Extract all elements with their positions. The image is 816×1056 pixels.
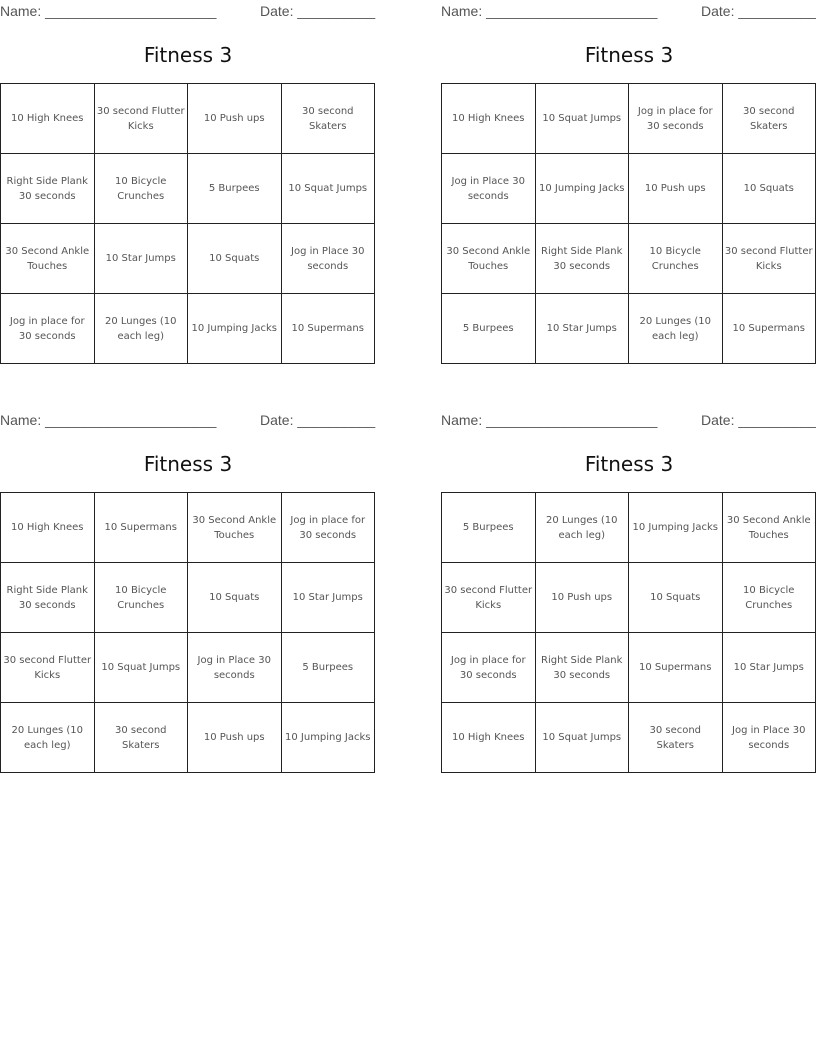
grid-cell: 10 Star Jumps (94, 224, 188, 294)
grid-cell: 10 Squat Jumps (281, 154, 375, 224)
grid-cell: 10 Bicycle Crunches (629, 224, 723, 294)
grid-cell: Jog in Place 30 seconds (188, 633, 282, 703)
grid-cell: Right Side Plank 30 seconds (1, 563, 95, 633)
grid-cell: 30 Second Ankle Touches (188, 493, 282, 563)
card-title: Fitness 3 (584, 43, 674, 67)
date-field-label: Date: __________ (701, 412, 816, 428)
card-header (0, 409, 376, 431)
grid-cell: 10 High Knees (442, 703, 536, 773)
grid-cell: 10 Push ups (188, 84, 282, 154)
grid-row (1, 493, 375, 563)
grid-cell: 10 Squats (722, 154, 816, 224)
grid-cell: 30 second Flutter Kicks (94, 84, 188, 154)
exercise-grid (441, 492, 816, 773)
grid-row (1, 84, 375, 154)
name-field-label: Name: ______________________ (0, 3, 217, 19)
grid-cell: 30 Second Ankle Touches (1, 224, 95, 294)
name-field-label: Name: ______________________ (441, 412, 658, 428)
grid-cell: 10 High Knees (1, 493, 95, 563)
grid-cell: 10 Bicycle Crunches (94, 563, 188, 633)
grid-cell: 10 Jumping Jacks (188, 294, 282, 364)
grid-cell: Jog in Place 30 seconds (442, 154, 536, 224)
grid-cell: 30 second Flutter Kicks (442, 563, 536, 633)
grid-cell: 10 Squat Jumps (535, 84, 629, 154)
grid-cell: Jog in place for 30 seconds (442, 633, 536, 703)
date-field-label: Date: __________ (260, 412, 376, 428)
grid-row (442, 84, 816, 154)
date-field-label: Date: __________ (701, 3, 816, 19)
grid-row (442, 563, 816, 633)
grid-cell: 5 Burpees (188, 154, 282, 224)
grid-cell: 10 Bicycle Crunches (722, 563, 816, 633)
grid-cell: 10 Push ups (188, 703, 282, 773)
grid-row (442, 294, 816, 364)
exercise-grid (441, 83, 816, 364)
grid-cell: 20 Lunges (10 each leg) (1, 703, 95, 773)
grid-cell: 30 Second Ankle Touches (442, 224, 536, 294)
grid-cell: 10 Star Jumps (281, 563, 375, 633)
grid-cell: 30 second Skaters (281, 84, 375, 154)
grid-cell: 10 Push ups (629, 154, 723, 224)
grid-cell: Jog in Place 30 seconds (722, 703, 816, 773)
grid-cell: 10 Push ups (535, 563, 629, 633)
grid-row (1, 633, 375, 703)
card-header (441, 0, 816, 22)
grid-cell: 30 second Skaters (629, 703, 723, 773)
grid-cell: 10 Supermans (629, 633, 723, 703)
grid-cell: 10 Star Jumps (535, 294, 629, 364)
grid-cell: 10 High Knees (442, 84, 536, 154)
name-field-label: Name: ______________________ (0, 412, 217, 428)
date-field-label: Date: __________ (260, 3, 376, 19)
grid-cell: 20 Lunges (10 each leg) (94, 294, 188, 364)
grid-cell: 20 Lunges (10 each leg) (629, 294, 723, 364)
grid-cell: 20 Lunges (10 each leg) (535, 493, 629, 563)
grid-row (1, 563, 375, 633)
grid-cell: 5 Burpees (281, 633, 375, 703)
grid-cell: Jog in place for 30 seconds (281, 493, 375, 563)
card-title: Fitness 3 (143, 43, 233, 67)
grid-cell: 5 Burpees (442, 493, 536, 563)
grid-row (442, 493, 816, 563)
exercise-grid (0, 83, 375, 364)
grid-cell: Jog in Place 30 seconds (281, 224, 375, 294)
grid-row (1, 703, 375, 773)
grid-cell: 10 Jumping Jacks (281, 703, 375, 773)
grid-cell: 10 Squats (188, 563, 282, 633)
grid-cell: Right Side Plank 30 seconds (1, 154, 95, 224)
name-field-label: Name: ______________________ (441, 3, 658, 19)
grid-cell: 10 Supermans (281, 294, 375, 364)
grid-row (442, 224, 816, 294)
grid-row (1, 224, 375, 294)
grid-cell: 10 Squats (629, 563, 723, 633)
grid-cell: 10 Jumping Jacks (535, 154, 629, 224)
grid-cell: 10 High Knees (1, 84, 95, 154)
grid-cell: 10 Jumping Jacks (629, 493, 723, 563)
grid-cell: Jog in place for 30 seconds (629, 84, 723, 154)
grid-row (442, 154, 816, 224)
card-title: Fitness 3 (584, 452, 674, 476)
grid-cell: 10 Squats (188, 224, 282, 294)
grid-cell: 10 Supermans (94, 493, 188, 563)
grid-cell: 30 second Flutter Kicks (722, 224, 816, 294)
grid-cell: 30 second Flutter Kicks (1, 633, 95, 703)
grid-row (442, 633, 816, 703)
grid-row (1, 154, 375, 224)
exercise-grid (0, 492, 375, 773)
card-title: Fitness 3 (143, 452, 233, 476)
grid-cell: 5 Burpees (442, 294, 536, 364)
grid-cell: 30 Second Ankle Touches (722, 493, 816, 563)
card-header (441, 409, 816, 431)
grid-cell: Right Side Plank 30 seconds (535, 224, 629, 294)
card-header (0, 0, 376, 22)
grid-cell: Jog in place for 30 seconds (1, 294, 95, 364)
grid-cell: 10 Squat Jumps (94, 633, 188, 703)
grid-row (442, 703, 816, 773)
grid-cell: 30 second Skaters (722, 84, 816, 154)
grid-cell: 10 Squat Jumps (535, 703, 629, 773)
grid-cell: Right Side Plank 30 seconds (535, 633, 629, 703)
grid-cell: 10 Star Jumps (722, 633, 816, 703)
grid-cell: 10 Bicycle Crunches (94, 154, 188, 224)
grid-cell: 10 Supermans (722, 294, 816, 364)
grid-cell: 30 second Skaters (94, 703, 188, 773)
grid-row (1, 294, 375, 364)
